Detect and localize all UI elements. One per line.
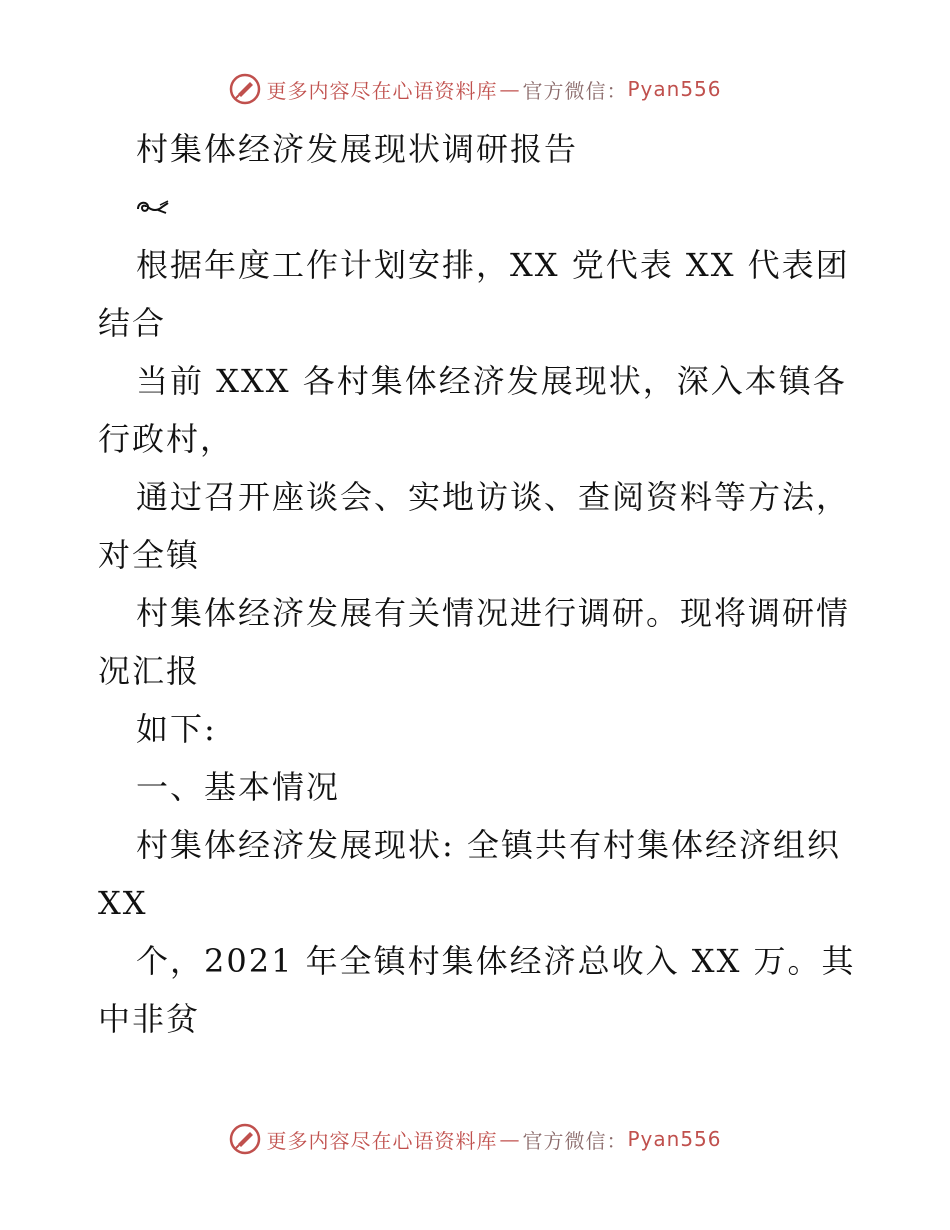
paragraph-line: 结合 xyxy=(98,304,167,342)
paragraph-line: 村集体经济发展现状: 全镇共有村集体经济组织 xyxy=(136,826,841,864)
wechat-id: Pyan556 xyxy=(627,77,722,101)
paragraph-line: 根据年度工作计划安排，XX 党代表 XX 代表团 xyxy=(136,246,850,284)
watermark-separator: — xyxy=(499,1127,521,1151)
watermark-separator: — xyxy=(499,77,521,101)
paragraph-line: 村集体经济发展有关情况进行调研。现将调研情 xyxy=(136,594,851,632)
watermark-text: 更多内容尽在心语资料库 xyxy=(266,78,498,103)
paragraph-line: 当前 XXX 各村集体经济发展现状，深入本镇各 xyxy=(136,362,847,400)
paragraph-line: 况汇报 xyxy=(98,652,201,690)
flourish-icon xyxy=(136,197,170,217)
paragraph-line: 如下: xyxy=(136,710,217,748)
footer-watermark xyxy=(0,1122,950,1156)
wechat-id: Pyan556 xyxy=(627,1127,722,1151)
paragraph-line: 行政村， xyxy=(98,420,235,458)
document-body xyxy=(98,120,856,1048)
ornament xyxy=(98,178,850,236)
watermark-text: 更多内容尽在心语资料库 xyxy=(266,1128,498,1153)
wechat-label: 官方微信： xyxy=(522,1128,628,1153)
wechat-label: 官方微信： xyxy=(522,78,628,103)
paragraph-line: 通过召开座谈会、实地访谈、查阅资料等方法， xyxy=(136,478,851,516)
paragraph-line: XX xyxy=(98,884,148,922)
paragraph-line: 对全镇 xyxy=(98,536,201,574)
paragraph-line: 个，2021 年全镇村集体经济总收入 XX 万。其 xyxy=(136,942,856,980)
header-watermark xyxy=(0,72,950,106)
paragraph-line: 中非贫 xyxy=(98,1000,201,1038)
section-heading: 一、基本情况 xyxy=(136,768,341,806)
document-title: 村集体经济发展现状调研报告 xyxy=(136,130,579,168)
pen-logo-icon xyxy=(228,72,262,106)
pen-logo-icon xyxy=(228,1122,262,1156)
